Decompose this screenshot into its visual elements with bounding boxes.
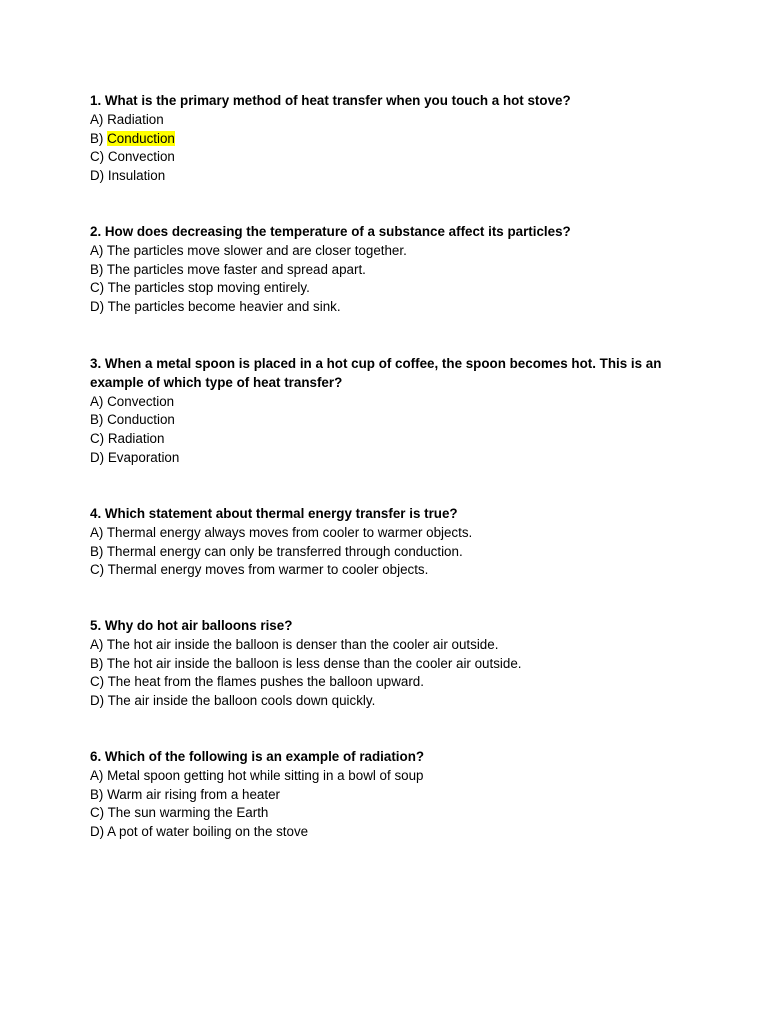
option-text: Convection	[107, 149, 175, 165]
option-text: Metal spoon getting hot while sitting in a bowl of soup	[107, 767, 424, 783]
question-2	[90, 223, 680, 317]
highlighted-option-text: Conduction	[107, 130, 175, 146]
answer-option	[90, 167, 680, 186]
option-prefix: A)	[90, 111, 108, 127]
answer-option	[90, 543, 680, 562]
answer-option	[90, 261, 680, 280]
option-prefix: B)	[90, 130, 108, 146]
answer-option	[90, 767, 680, 786]
answer-option	[90, 786, 680, 805]
option-prefix: C)	[90, 674, 108, 690]
option-text: A pot of water boiling on the stove	[107, 824, 309, 840]
option-prefix: A)	[90, 767, 108, 783]
option-prefix: D)	[90, 449, 108, 465]
answer-option	[90, 111, 680, 130]
option-text: Thermal energy moves from warmer to cooler objects.	[107, 562, 429, 578]
option-prefix: D)	[90, 299, 108, 315]
option-prefix: A)	[90, 524, 107, 540]
question-text: 6. Which of the following is an example of radiation?	[90, 749, 425, 764]
option-prefix: D)	[90, 824, 108, 840]
option-prefix: B)	[90, 786, 108, 802]
question-text: 2. How does decreasing the temperature of a substance affect its particles?	[90, 224, 571, 239]
answer-option	[90, 561, 680, 580]
answer-option	[90, 242, 680, 261]
option-prefix: C)	[90, 149, 108, 165]
option-text: The sun warming the Earth	[107, 805, 269, 821]
answer-option	[90, 804, 680, 823]
answer-option	[90, 393, 680, 412]
answer-option	[90, 636, 680, 655]
question-1	[90, 92, 680, 186]
option-text: Thermal energy always moves from cooler to warmer objects.	[106, 524, 473, 540]
question-4	[90, 505, 680, 580]
option-prefix: A)	[90, 242, 107, 258]
question-text: 1. What is the primary method of heat transfer when you touch a hot stove?	[90, 93, 571, 108]
answer-option	[90, 692, 680, 711]
option-prefix: A)	[90, 636, 107, 652]
option-text: Conduction	[107, 412, 175, 428]
answer-option	[90, 524, 680, 543]
answer-option	[90, 279, 680, 298]
option-text: The particles become heavier and sink.	[107, 299, 341, 315]
question-5	[90, 617, 680, 711]
option-prefix: D)	[90, 693, 108, 709]
answer-option	[90, 449, 680, 468]
answer-option	[90, 655, 680, 674]
option-text: Evaporation	[107, 449, 180, 465]
option-prefix: C)	[90, 562, 108, 578]
answer-option	[90, 130, 680, 149]
option-text: Radiation	[107, 431, 165, 447]
option-prefix: B)	[90, 543, 107, 559]
option-prefix: B)	[90, 412, 108, 428]
answer-option	[90, 298, 680, 317]
option-text: The air inside the balloon cools down quickly.	[107, 693, 376, 709]
question-6	[90, 748, 680, 842]
option-text: The particles stop moving entirely.	[107, 280, 310, 296]
option-prefix: B)	[90, 261, 107, 277]
option-text: Thermal energy can only be transferred through conduction.	[106, 543, 463, 559]
answer-option	[90, 430, 680, 449]
option-text: The hot air inside the balloon is denser than the cooler air outside.	[106, 636, 499, 652]
option-text: Convection	[107, 393, 175, 409]
question-text: 4. Which statement about thermal energy transfer is true?	[90, 506, 458, 521]
option-text: The particles move faster and spread apart.	[106, 261, 366, 277]
option-text: Insulation	[107, 168, 166, 184]
answer-option	[90, 823, 680, 842]
option-prefix: C)	[90, 280, 108, 296]
question-text: 3. When a metal spoon is placed in a hot cup of coffee, the spoon becomes hot. This is an example of which type of heat transfer?	[90, 356, 662, 390]
answer-option	[90, 673, 680, 692]
question-3	[90, 355, 680, 468]
option-prefix: C)	[90, 431, 108, 447]
answer-option	[90, 148, 680, 167]
option-prefix: D)	[90, 168, 108, 184]
option-prefix: A)	[90, 393, 108, 409]
option-text: The heat from the flames pushes the balloon upward.	[107, 674, 424, 690]
answer-option	[90, 411, 680, 430]
option-text: The hot air inside the balloon is less dense than the cooler air outside.	[106, 655, 522, 671]
option-text: Radiation	[107, 111, 164, 127]
question-text: 5. Why do hot air balloons rise?	[90, 618, 293, 633]
option-prefix: B)	[90, 655, 107, 671]
option-text: The particles move slower and are closer together.	[106, 242, 407, 258]
option-prefix: C)	[90, 805, 108, 821]
option-text: Warm air rising from a heater	[107, 786, 281, 802]
